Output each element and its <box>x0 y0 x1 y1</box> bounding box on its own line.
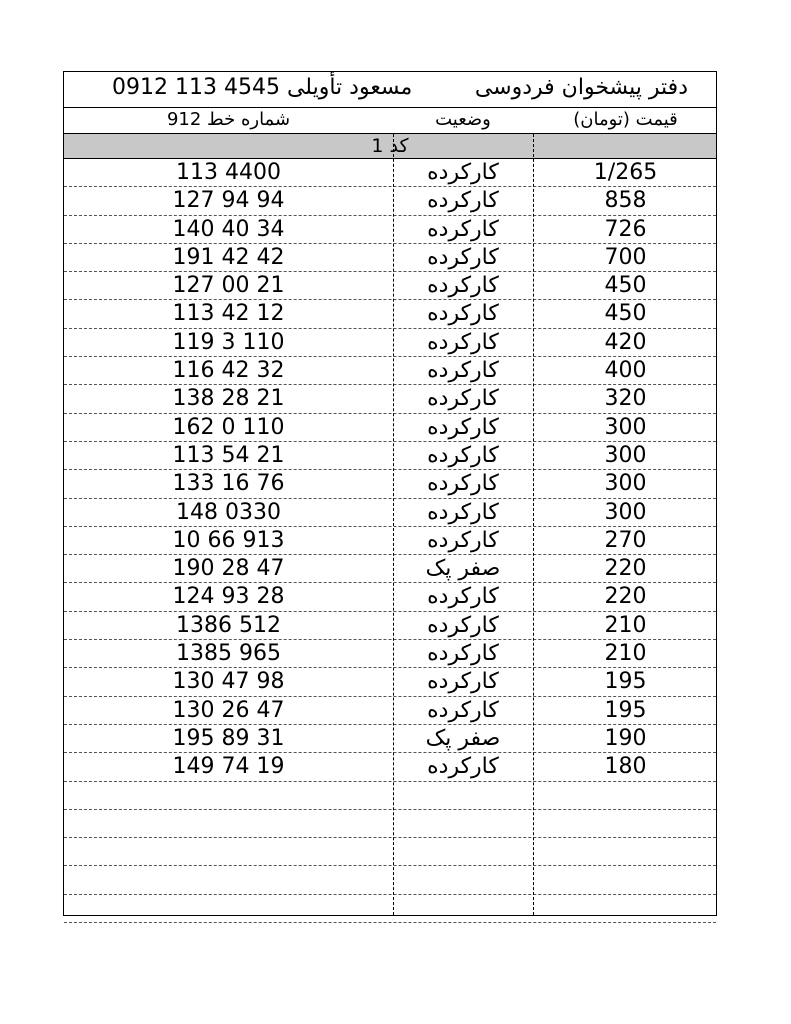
price-cell: 858 <box>604 188 647 214</box>
table-row <box>64 385 716 413</box>
line-number-cell: 149 74 19 <box>172 754 285 780</box>
owner-phone: 0912 113 4545 <box>112 75 280 100</box>
column-divider <box>393 134 394 915</box>
line-number-cell: 119 3 110 <box>172 329 285 355</box>
table-row <box>64 895 716 923</box>
line-number-cell: 130 26 47 <box>172 697 285 723</box>
status-cell: کارکرده <box>427 358 499 384</box>
status-cell: صفر پک <box>425 725 501 751</box>
price-cell: 320 <box>604 386 647 412</box>
price-cell: 300 <box>604 442 647 468</box>
line-number-cell: 116 42 32 <box>172 358 285 384</box>
table-row <box>64 329 716 357</box>
owner-contact <box>112 75 412 100</box>
line-number-cell: 162 0 110 <box>172 414 285 440</box>
section-label: کد 1 <box>64 134 716 159</box>
table-row <box>64 300 716 328</box>
owner-name: مسعود تأویلی <box>286 75 413 100</box>
price-cell: 420 <box>604 329 647 355</box>
table-row <box>64 357 716 385</box>
line-number-cell: 1386 512 <box>176 612 281 638</box>
line-number-cell: 113 4400 <box>176 160 281 185</box>
status-cell: کارکرده <box>427 754 499 780</box>
status-cell: کارکرده <box>427 188 499 214</box>
table-row <box>64 810 716 838</box>
status-cell: کارکرده <box>427 471 499 497</box>
price-cell: 195 <box>604 697 647 723</box>
column-header-number: شماره خط 912 <box>166 109 291 130</box>
price-cell: 400 <box>604 358 647 384</box>
price-cell: 190 <box>604 725 647 751</box>
column-header-price: قیمت (تومان) <box>573 109 678 130</box>
table-row <box>64 838 716 866</box>
price-cell: 210 <box>604 612 647 638</box>
status-cell: کارکرده <box>427 273 499 299</box>
table-row <box>64 442 716 470</box>
line-number-cell: 148 0330 <box>176 499 281 525</box>
status-cell: کارکرده <box>427 301 499 327</box>
table-row <box>64 414 716 442</box>
line-number-cell: 10 66 913 <box>172 527 285 553</box>
price-cell: 700 <box>604 244 647 270</box>
table-row <box>64 159 716 187</box>
price-list-sheet <box>63 71 717 916</box>
price-cell: 1/265 <box>593 160 658 185</box>
table-row <box>64 272 716 300</box>
status-cell: کارکرده <box>427 414 499 440</box>
table-row <box>64 640 716 668</box>
line-number-cell: 195 89 31 <box>172 725 285 751</box>
office-name: دفتر پیشخوان فردوسی <box>474 75 688 100</box>
table-row <box>64 216 716 244</box>
status-cell: کارکرده <box>427 697 499 723</box>
table-row <box>64 470 716 498</box>
status-cell: کارکرده <box>427 669 499 695</box>
price-cell: 220 <box>604 556 647 582</box>
line-number-cell: 138 28 21 <box>172 386 285 412</box>
line-number-cell: 113 54 21 <box>172 442 285 468</box>
line-number-cell: 127 94 94 <box>172 188 285 214</box>
line-number-cell: 191 42 42 <box>172 244 285 270</box>
status-cell: کارکرده <box>427 584 499 610</box>
line-number-cell: 190 28 47 <box>172 556 285 582</box>
table-row <box>64 555 716 583</box>
price-cell: 210 <box>604 641 647 667</box>
line-number-cell: 133 16 76 <box>172 471 285 497</box>
table-row <box>64 753 716 781</box>
column-header-status: وضعیت <box>435 109 491 130</box>
line-number-cell: 113 42 12 <box>172 301 285 327</box>
status-cell: کارکرده <box>427 160 499 185</box>
line-number-cell: 130 47 98 <box>172 669 285 695</box>
table-row <box>64 866 716 894</box>
line-number-cell: 127 00 21 <box>172 273 285 299</box>
price-cell: 270 <box>604 527 647 553</box>
table-row <box>64 668 716 696</box>
line-number-cell: 124 93 28 <box>172 584 285 610</box>
line-number-cell: 1385 965 <box>176 641 281 667</box>
table-row <box>64 527 716 555</box>
status-cell: کارکرده <box>427 499 499 525</box>
price-cell: 450 <box>604 273 647 299</box>
status-cell: کارکرده <box>427 442 499 468</box>
table-row <box>64 725 716 753</box>
price-cell: 726 <box>604 216 647 242</box>
sheet-header <box>64 72 716 108</box>
price-cell: 300 <box>604 471 647 497</box>
table-row <box>64 187 716 215</box>
line-number-cell: 140 40 34 <box>172 216 285 242</box>
price-cell: 180 <box>604 754 647 780</box>
status-cell: صفر پک <box>425 556 501 582</box>
table-row <box>64 499 716 527</box>
status-cell: کارکرده <box>427 641 499 667</box>
table-row <box>64 697 716 725</box>
status-cell: کارکرده <box>427 386 499 412</box>
price-cell: 220 <box>604 584 647 610</box>
table-row <box>64 244 716 272</box>
status-cell: کارکرده <box>427 527 499 553</box>
price-cell: 195 <box>604 669 647 695</box>
table-row <box>64 782 716 810</box>
status-cell: کارکرده <box>427 216 499 242</box>
status-cell: کارکرده <box>427 612 499 638</box>
table-body <box>64 159 716 923</box>
table-row <box>64 612 716 640</box>
table-row <box>64 583 716 611</box>
price-cell: 300 <box>604 499 647 525</box>
status-cell: کارکرده <box>427 329 499 355</box>
column-headers <box>64 108 716 134</box>
status-cell: کارکرده <box>427 244 499 270</box>
price-cell: 450 <box>604 301 647 327</box>
price-cell: 300 <box>604 414 647 440</box>
column-divider <box>533 134 534 915</box>
